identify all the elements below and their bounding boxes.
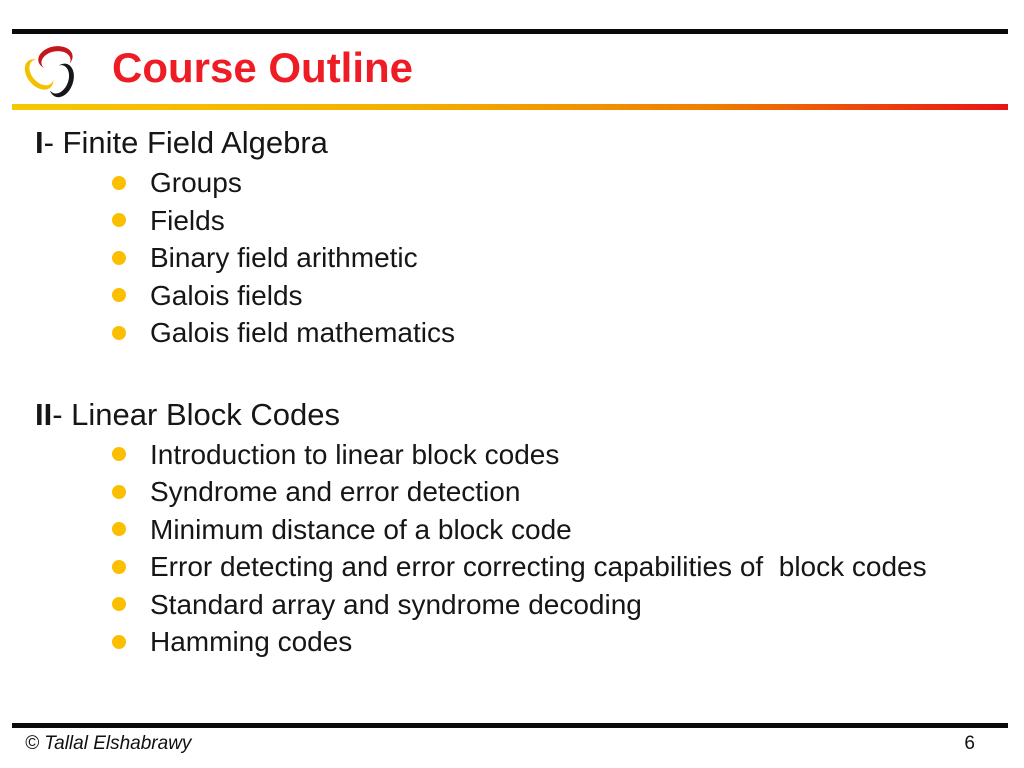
- bullet-text: Standard array and syndrome decoding: [150, 588, 642, 620]
- page-number: 6: [964, 733, 975, 754]
- list-item: [35, 623, 995, 661]
- section-numeral: II: [35, 396, 53, 432]
- bullet-dot-icon: [112, 288, 126, 302]
- bullet-text: Groups: [150, 167, 242, 199]
- bullet-list-section-1: [35, 164, 995, 352]
- list-item: [35, 314, 995, 352]
- bullet-dot-icon: [112, 176, 126, 190]
- list-item: [35, 277, 995, 315]
- bullet-dot-icon: [112, 522, 126, 536]
- section-heading-finite-field-algebra: [35, 124, 995, 162]
- bullet-dot-icon: [112, 597, 126, 611]
- list-item: [35, 548, 995, 586]
- section-heading-text: - Linear Block Codes: [52, 396, 340, 432]
- bullet-text: Syndrome and error detection: [150, 476, 521, 508]
- bullet-text: Galois fields: [150, 279, 303, 311]
- bullet-dot-icon: [112, 251, 126, 265]
- footer-copyright: © Tallal Elshabrawy: [25, 733, 192, 754]
- bullet-text: Fields: [150, 204, 225, 236]
- top-rule: [12, 29, 1008, 34]
- section-spacer: [35, 352, 995, 392]
- logo-crescent-yellow: [19, 56, 56, 95]
- bullet-text: Introduction to linear block codes: [150, 438, 560, 470]
- page-title: Course Outline: [112, 44, 414, 91]
- bullet-dot-icon: [112, 635, 126, 649]
- bullet-text: Galois field mathematics: [150, 317, 456, 349]
- bullet-text: Minimum distance of a block code: [150, 513, 572, 545]
- bullet-text: Binary field arithmetic: [150, 242, 418, 274]
- section-numeral: I: [35, 125, 44, 160]
- list-item: [35, 436, 995, 474]
- list-item: [35, 164, 995, 202]
- guc-logo-icon: [10, 36, 94, 106]
- footer-rule: [12, 723, 1008, 728]
- logo-crescent-black: [48, 61, 78, 100]
- title-underline-gradient: [12, 104, 1008, 110]
- list-item: [35, 473, 995, 511]
- bullet-dot-icon: [112, 326, 126, 340]
- bullet-text: Hamming codes: [150, 626, 353, 658]
- list-item: [35, 239, 995, 277]
- list-item: [35, 586, 995, 624]
- section-heading-text: - Finite Field Algebra: [43, 125, 328, 160]
- bullet-list-section-2: [35, 436, 995, 661]
- list-item: [35, 202, 995, 240]
- section-heading-linear-block-codes: [35, 396, 995, 434]
- bullet-dot-icon: [112, 447, 126, 461]
- bullet-dot-icon: [112, 560, 126, 574]
- list-item: [35, 511, 995, 549]
- bullet-dot-icon: [112, 485, 126, 499]
- bullet-text: Error detecting and error correcting capabilities of block codes: [150, 551, 927, 583]
- bullet-dot-icon: [112, 213, 126, 227]
- slide-body: [35, 120, 995, 661]
